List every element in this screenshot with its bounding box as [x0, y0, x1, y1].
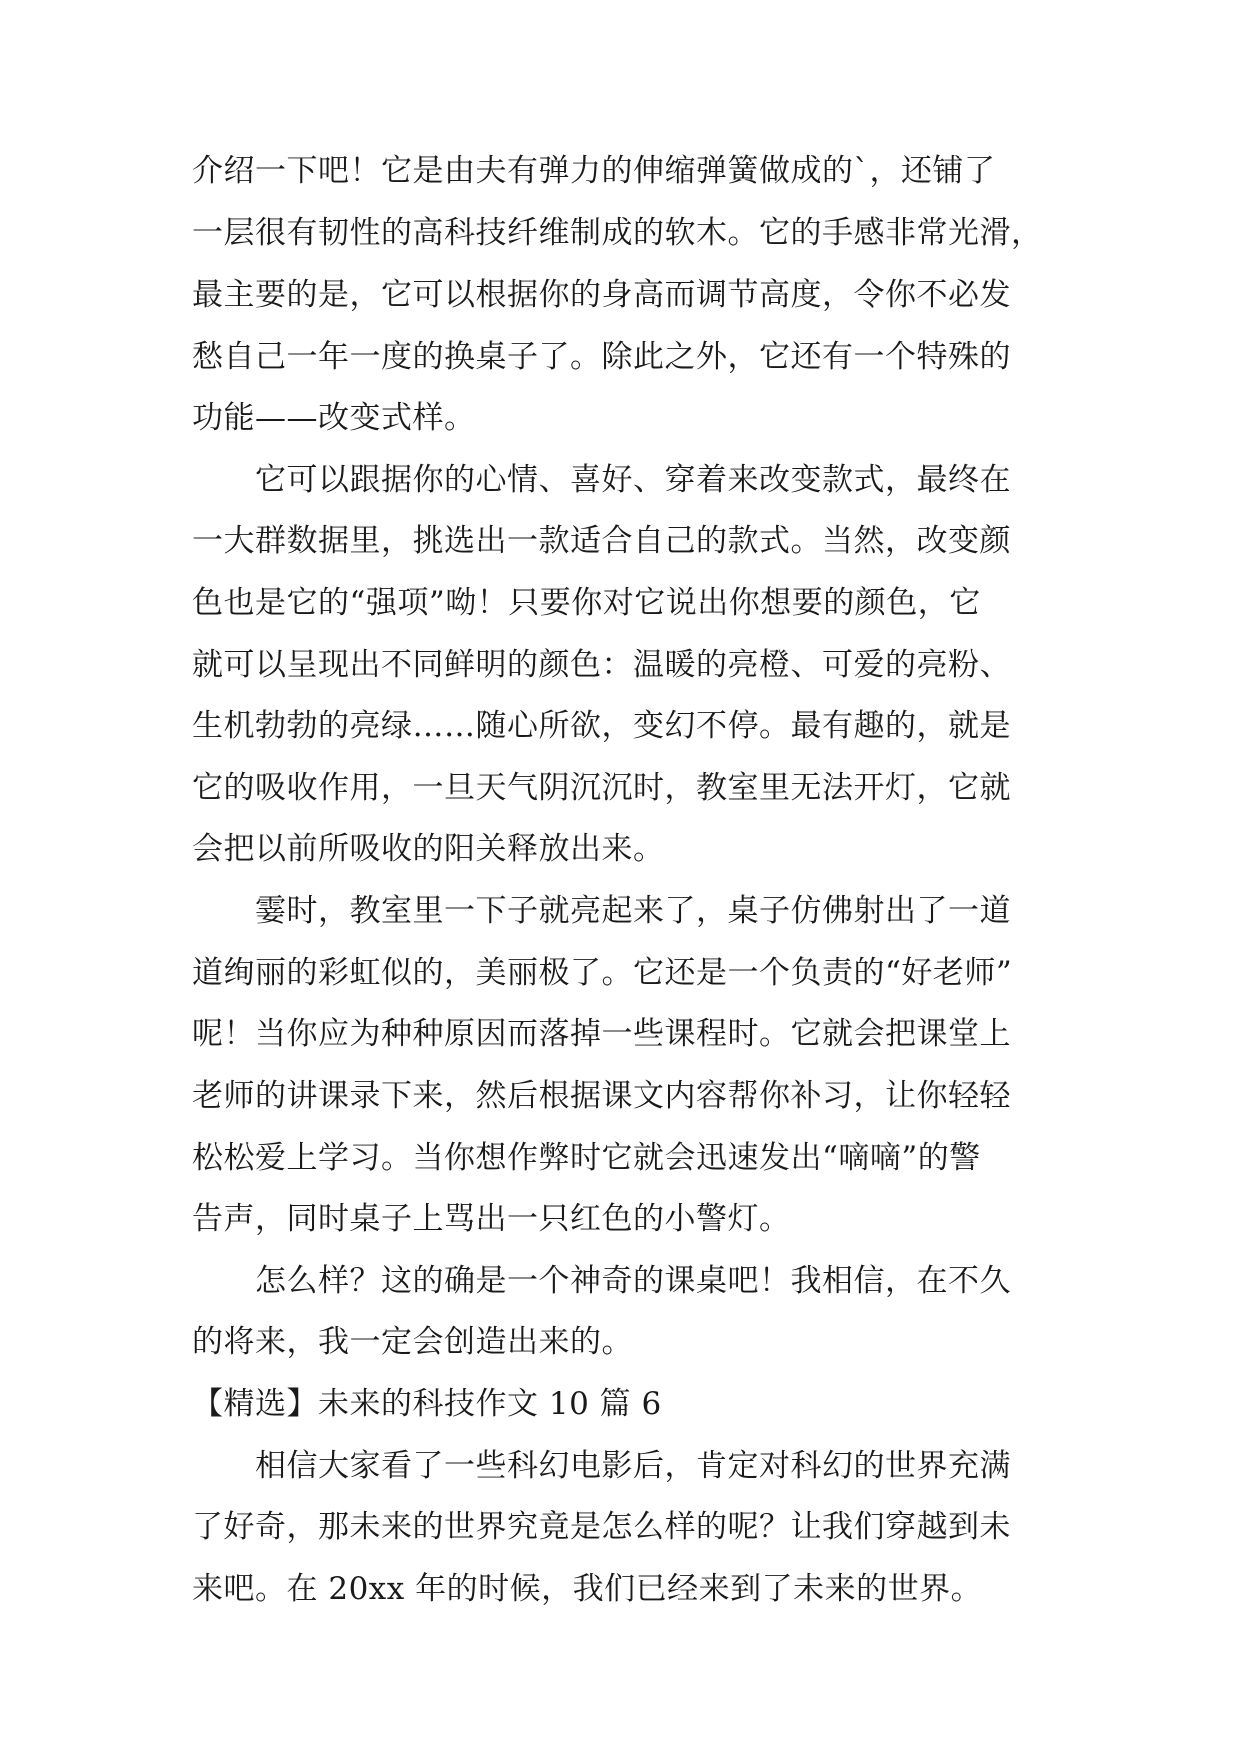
text-line: 会把以前所吸收的阳关释放出来。: [192, 831, 665, 867]
text-line: 最主要的是，它可以根据你的身高而调节高度，令你不必发: [192, 277, 1011, 313]
text-line: 松松爱上学习。当你想作弊时它就会迅速发出“嘀嘀”的警: [192, 1140, 981, 1176]
text-line: 了好奇，那未来的世界究竟是怎么样的呢？让我们穿越到未: [192, 1509, 1011, 1545]
section-heading: 【精选】未来的科技作文 10 篇 6: [192, 1386, 662, 1422]
text-line: 它可以跟据你的心情、喜好、穿着来改变款式，最终在: [192, 462, 1011, 498]
text-line: 呢！当你应为种种原因而落掉一些课程时。它就会把课堂上: [192, 1016, 1011, 1052]
text-line: 霎时，教室里一下子就亮起来了，桌子仿佛射出了一道: [192, 893, 1011, 929]
text-line: 生机勃勃的亮绿……随心所欲，变幻不停。最有趣的，就是: [192, 708, 1011, 744]
text-line: 一层很有韧性的高科技纤维制成的软木。它的手感非常光滑，: [192, 215, 1043, 251]
text-line: 一大群数据里，挑选出一款适合自己的款式。当然，改变颜: [192, 523, 1011, 559]
text-line: 功能——改变式样。: [192, 400, 476, 436]
text-line: 愁自己一年一度的换桌子了。除此之外，它还有一个特殊的: [192, 339, 1011, 375]
text-line: 色也是它的“强项”呦！只要你对它说出你想要的颜色，它: [192, 585, 981, 621]
text-line: 相信大家看了一些科幻电影后，肯定对科幻的世界充满: [192, 1448, 1011, 1484]
text-line: 来吧。在 20xx 年的时候，我们已经来到了未来的世界。: [192, 1571, 983, 1607]
text-line: 就可以呈现出不同鲜明的颜色：温暖的亮橙、可爱的亮粉、: [192, 647, 1011, 683]
text-line: 它的吸收作用，一旦天气阴沉沉时，教室里无法开灯，它就: [192, 770, 1011, 806]
text-line: 的将来，我一定会创造出来的。: [192, 1324, 633, 1360]
text-line: 道绚丽的彩虹似的，美丽极了。它还是一个负责的“好老师”: [192, 955, 1013, 991]
text-line: 怎么样？这的确是一个神奇的课桌吧！我相信，在不久: [192, 1263, 1011, 1299]
text-line: 介绍一下吧！它是由夫有弹力的伸缩弹簧做成的`，还铺了: [192, 153, 996, 189]
text-line: 告声，同时桌子上骂出一只红色的小警灯。: [192, 1201, 791, 1237]
text-line: 老师的讲课录下来，然后根据课文内容帮你补习，让你轻轻: [192, 1078, 1011, 1114]
